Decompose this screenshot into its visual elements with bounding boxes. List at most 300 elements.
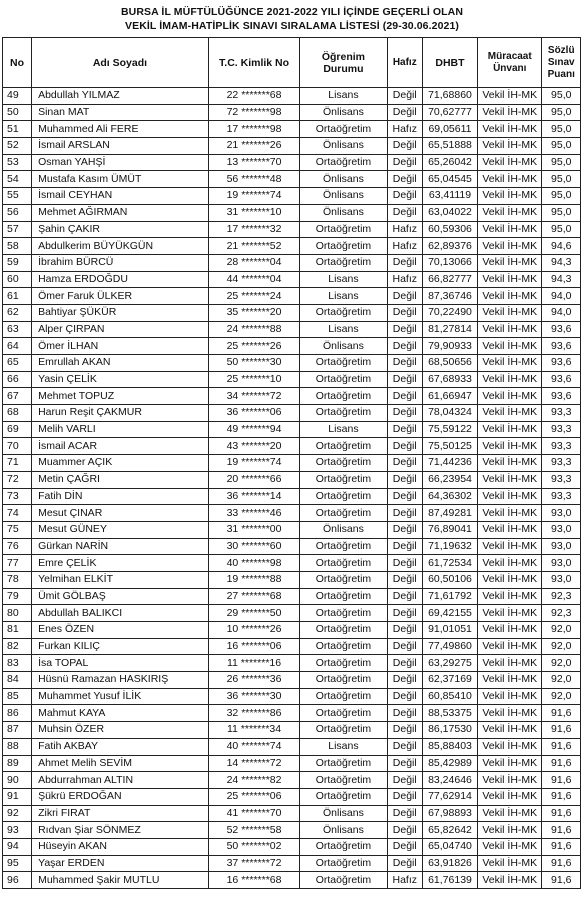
cell-no: 96 [3,872,32,889]
cell-education: Lisans [300,288,387,305]
cell-hafiz: Değil [387,838,422,855]
cell-dhbt: 81,27814 [422,321,477,338]
table-row [3,822,581,839]
cell-score: 94,3 [542,254,581,271]
cell-hafiz: Değil [387,555,422,572]
cell-application-title: Vekil İH-MK [478,254,542,271]
table-row [3,705,581,722]
header-score-line1: Sözlü [547,44,575,56]
cell-no: 75 [3,521,32,538]
cell-no: 88 [3,738,32,755]
cell-application-title: Vekil İH-MK [478,505,542,522]
cell-dhbt: 87,49281 [422,505,477,522]
table-row [3,738,581,755]
cell-no: 69 [3,421,32,438]
cell-dhbt: 67,98893 [422,805,477,822]
table-row [3,138,581,155]
cell-name: Abdullah BALIKCI [32,605,209,622]
cell-hafiz: Değil [387,104,422,121]
cell-tc-id: 24 *******82 [208,772,299,789]
cell-hafiz: Değil [387,822,422,839]
cell-no: 68 [3,405,32,422]
cell-dhbt: 75,59122 [422,421,477,438]
table-row [3,538,581,555]
cell-education: Önlisans [300,338,387,355]
cell-score: 93,0 [542,571,581,588]
cell-name: Muammer AÇIK [32,455,209,472]
cell-score: 93,6 [542,388,581,405]
table-row [3,338,581,355]
header-tc: T.C. Kimlik No [208,38,299,88]
cell-dhbt: 70,62777 [422,104,477,121]
cell-no: 64 [3,338,32,355]
table-row [3,405,581,422]
cell-name: İbrahim BÜRCÜ [32,254,209,271]
header-application-title [478,38,542,88]
cell-tc-id: 32 *******86 [208,705,299,722]
cell-name: Hüseyin AKAN [32,838,209,855]
cell-hafiz: Değil [387,421,422,438]
cell-no: 52 [3,138,32,155]
cell-tc-id: 40 *******98 [208,555,299,572]
table-row [3,805,581,822]
cell-application-title: Vekil İH-MK [478,655,542,672]
cell-name: Osman YAHŞİ [32,154,209,171]
table-row [3,622,581,639]
cell-no: 74 [3,505,32,522]
cell-name: Yasin ÇELİK [32,371,209,388]
table-body [3,88,581,889]
cell-name: Mahmut KAYA [32,705,209,722]
cell-application-title: Vekil İH-MK [478,371,542,388]
cell-name: Şükrü ERDOĞAN [32,788,209,805]
cell-hafiz: Değil [387,505,422,522]
cell-dhbt: 79,90933 [422,338,477,355]
cell-tc-id: 50 *******30 [208,355,299,372]
cell-name: Melih VARLI [32,421,209,438]
cell-education: Önlisans [300,521,387,538]
cell-dhbt: 78,04324 [422,405,477,422]
cell-application-title: Vekil İH-MK [478,88,542,105]
cell-dhbt: 61,72534 [422,555,477,572]
cell-score: 91,6 [542,738,581,755]
cell-application-title: Vekil İH-MK [478,304,542,321]
cell-dhbt: 91,01051 [422,622,477,639]
cell-dhbt: 62,89376 [422,238,477,255]
cell-score: 93,0 [542,505,581,522]
header-hafiz: Hafız [387,38,422,88]
cell-hafiz: Değil [387,655,422,672]
cell-application-title: Vekil İH-MK [478,788,542,805]
cell-hafiz: Değil [387,755,422,772]
cell-tc-id: 11 *******16 [208,655,299,672]
cell-education: Ortaöğretim [300,855,387,872]
cell-dhbt: 86,17530 [422,722,477,739]
cell-education: Ortaöğretim [300,304,387,321]
cell-application-title: Vekil İH-MK [478,738,542,755]
cell-score: 92,0 [542,638,581,655]
cell-application-title: Vekil İH-MK [478,805,542,822]
cell-hafiz: Değil [387,405,422,422]
cell-application-title: Vekil İH-MK [478,638,542,655]
table-row [3,321,581,338]
cell-dhbt: 71,68860 [422,88,477,105]
cell-no: 93 [3,822,32,839]
cell-no: 63 [3,321,32,338]
cell-tc-id: 49 *******94 [208,421,299,438]
cell-education: Ortaöğretim [300,555,387,572]
cell-score: 92,0 [542,622,581,639]
cell-tc-id: 36 *******06 [208,405,299,422]
cell-hafiz: Değil [387,521,422,538]
cell-dhbt: 61,76139 [422,872,477,889]
cell-education: Ortaöğretim [300,254,387,271]
cell-dhbt: 65,04545 [422,171,477,188]
cell-education: Ortaöğretim [300,772,387,789]
table-row [3,104,581,121]
cell-education: Önlisans [300,188,387,205]
cell-hafiz: Değil [387,188,422,205]
table-row [3,471,581,488]
cell-dhbt: 71,19632 [422,538,477,555]
cell-tc-id: 36 *******14 [208,488,299,505]
cell-application-title: Vekil İH-MK [478,138,542,155]
cell-hafiz: Değil [387,722,422,739]
cell-education: Ortaöğretim [300,538,387,555]
cell-name: Metin ÇAĞRI [32,471,209,488]
cell-no: 71 [3,455,32,472]
cell-name: Muhsin ÖZER [32,722,209,739]
cell-application-title: Vekil İH-MK [478,521,542,538]
table-row [3,221,581,238]
cell-hafiz: Hafız [387,872,422,889]
cell-no: 90 [3,772,32,789]
table-row [3,872,581,889]
cell-education: Ortaöğretim [300,722,387,739]
cell-education: Ortaöğretim [300,455,387,472]
header-score-line3: Puanı [547,68,575,80]
table-row [3,521,581,538]
cell-score: 92,0 [542,672,581,689]
cell-name: Rıdvan Şiar SÖNMEZ [32,822,209,839]
cell-name: Bahtiyar ŞÜKÜR [32,304,209,321]
cell-dhbt: 85,88403 [422,738,477,755]
cell-score: 93,6 [542,338,581,355]
cell-education: Ortaöğretim [300,371,387,388]
table-row [3,488,581,505]
cell-name: Ahmet Melih SEVİM [32,755,209,772]
cell-no: 60 [3,271,32,288]
cell-application-title: Vekil İH-MK [478,188,542,205]
cell-hafiz: Değil [387,705,422,722]
table-row [3,254,581,271]
cell-score: 95,0 [542,138,581,155]
cell-dhbt: 63,41119 [422,188,477,205]
table-row [3,638,581,655]
table-row [3,555,581,572]
cell-dhbt: 88,53375 [422,705,477,722]
cell-application-title: Vekil İH-MK [478,838,542,855]
table-row [3,438,581,455]
cell-dhbt: 70,13066 [422,254,477,271]
cell-tc-id: 25 *******26 [208,338,299,355]
cell-tc-id: 25 *******24 [208,288,299,305]
cell-tc-id: 11 *******34 [208,722,299,739]
cell-no: 58 [3,238,32,255]
cell-score: 91,6 [542,872,581,889]
cell-name: Mehmet TOPUZ [32,388,209,405]
cell-hafiz: Değil [387,805,422,822]
table-row [3,505,581,522]
cell-application-title: Vekil İH-MK [478,438,542,455]
cell-tc-id: 37 *******72 [208,855,299,872]
cell-dhbt: 65,82642 [422,822,477,839]
cell-application-title: Vekil İH-MK [478,104,542,121]
cell-education: Lisans [300,421,387,438]
cell-no: 80 [3,605,32,622]
cell-education: Önlisans [300,171,387,188]
cell-score: 92,0 [542,688,581,705]
cell-application-title: Vekil İH-MK [478,772,542,789]
cell-score: 94,0 [542,304,581,321]
cell-no: 91 [3,788,32,805]
cell-tc-id: 26 *******36 [208,672,299,689]
cell-education: Lisans [300,321,387,338]
cell-hafiz: Hafız [387,238,422,255]
cell-name: Hamza ERDOĞDU [32,271,209,288]
cell-dhbt: 63,04022 [422,204,477,221]
cell-no: 51 [3,121,32,138]
cell-no: 54 [3,171,32,188]
cell-hafiz: Değil [387,471,422,488]
cell-application-title: Vekil İH-MK [478,238,542,255]
cell-name: İsmail CEYHAN [32,188,209,205]
cell-application-title: Vekil İH-MK [478,622,542,639]
cell-education: Ortaöğretim [300,121,387,138]
cell-no: 84 [3,672,32,689]
cell-education: Ortaöğretim [300,238,387,255]
cell-tc-id: 31 *******00 [208,521,299,538]
cell-dhbt: 67,68933 [422,371,477,388]
cell-hafiz: Değil [387,154,422,171]
cell-name: Yelmihan ELKİT [32,571,209,588]
cell-no: 94 [3,838,32,855]
cell-application-title: Vekil İH-MK [478,288,542,305]
cell-hafiz: Değil [387,338,422,355]
cell-no: 78 [3,571,32,588]
cell-no: 57 [3,221,32,238]
cell-dhbt: 76,89041 [422,521,477,538]
cell-no: 70 [3,438,32,455]
cell-score: 95,0 [542,121,581,138]
cell-dhbt: 85,42989 [422,755,477,772]
cell-no: 67 [3,388,32,405]
cell-dhbt: 68,50656 [422,355,477,372]
cell-dhbt: 62,37169 [422,672,477,689]
cell-tc-id: 40 *******74 [208,738,299,755]
cell-dhbt: 65,04740 [422,838,477,855]
cell-hafiz: Değil [387,538,422,555]
cell-hafiz: Değil [387,455,422,472]
cell-dhbt: 75,50125 [422,438,477,455]
cell-education: Ortaöğretim [300,588,387,605]
cell-score: 93,3 [542,405,581,422]
cell-name: İsmail ARSLAN [32,138,209,155]
cell-score: 95,0 [542,104,581,121]
cell-score: 93,3 [542,488,581,505]
cell-no: 77 [3,555,32,572]
cell-score: 93,6 [542,321,581,338]
cell-tc-id: 41 *******70 [208,805,299,822]
cell-education: Ortaöğretim [300,638,387,655]
cell-hafiz: Değil [387,355,422,372]
cell-dhbt: 77,62914 [422,788,477,805]
cell-tc-id: 56 *******48 [208,171,299,188]
cell-tc-id: 20 *******66 [208,471,299,488]
table-row [3,772,581,789]
cell-tc-id: 25 *******10 [208,371,299,388]
cell-dhbt: 69,05611 [422,121,477,138]
cell-application-title: Vekil İH-MK [478,605,542,622]
cell-education: Önlisans [300,104,387,121]
header-no: No [3,38,32,88]
cell-tc-id: 19 *******74 [208,188,299,205]
cell-tc-id: 16 *******06 [208,638,299,655]
cell-dhbt: 65,26042 [422,154,477,171]
cell-tc-id: 13 *******70 [208,154,299,171]
table-row [3,455,581,472]
cell-dhbt: 69,42155 [422,605,477,622]
cell-hafiz: Değil [387,304,422,321]
cell-hafiz: Değil [387,388,422,405]
cell-no: 49 [3,88,32,105]
cell-score: 94,3 [542,271,581,288]
table-row [3,672,581,689]
cell-name: Mesut ÇINAR [32,505,209,522]
cell-education: Önlisans [300,138,387,155]
cell-application-title: Vekil İH-MK [478,555,542,572]
cell-application-title: Vekil İH-MK [478,822,542,839]
cell-score: 93,0 [542,538,581,555]
table-row [3,288,581,305]
cell-name: Harun Reşit ÇAKMUR [32,405,209,422]
cell-education: Ortaöğretim [300,755,387,772]
cell-no: 85 [3,688,32,705]
cell-no: 72 [3,471,32,488]
cell-application-title: Vekil İH-MK [478,471,542,488]
cell-tc-id: 34 *******72 [208,388,299,405]
cell-dhbt: 66,23954 [422,471,477,488]
cell-no: 66 [3,371,32,388]
cell-score: 91,6 [542,788,581,805]
cell-score: 95,0 [542,188,581,205]
cell-hafiz: Değil [387,171,422,188]
header-education-line1: Öğrenim [321,50,366,63]
table-row [3,421,581,438]
cell-tc-id: 19 *******88 [208,571,299,588]
cell-no: 79 [3,588,32,605]
cell-tc-id: 44 *******04 [208,271,299,288]
cell-no: 81 [3,622,32,639]
cell-application-title: Vekil İH-MK [478,672,542,689]
cell-education: Ortaöğretim [300,705,387,722]
cell-dhbt: 71,44236 [422,455,477,472]
cell-hafiz: Değil [387,672,422,689]
cell-hafiz: Değil [387,788,422,805]
cell-score: 92,3 [542,605,581,622]
cell-tc-id: 21 *******26 [208,138,299,155]
cell-application-title: Vekil İH-MK [478,221,542,238]
cell-dhbt: 63,91826 [422,855,477,872]
cell-name: İsa TOPAL [32,655,209,672]
cell-name: Fatih AKBAY [32,738,209,755]
cell-hafiz: Değil [387,254,422,271]
cell-education: Ortaöğretim [300,605,387,622]
cell-name: Hüsnü Ramazan HASKIRIŞ [32,672,209,689]
cell-score: 91,6 [542,772,581,789]
cell-hafiz: Değil [387,638,422,655]
cell-hafiz: Değil [387,88,422,105]
cell-no: 92 [3,805,32,822]
cell-score: 93,3 [542,438,581,455]
cell-tc-id: 29 *******50 [208,605,299,622]
cell-hafiz: Değil [387,738,422,755]
cell-score: 93,3 [542,421,581,438]
cell-score: 95,0 [542,154,581,171]
cell-no: 55 [3,188,32,205]
cell-education: Ortaöğretim [300,622,387,639]
table-row [3,154,581,171]
cell-name: Alper ÇIRPAN [32,321,209,338]
cell-no: 89 [3,755,32,772]
cell-no: 56 [3,204,32,221]
cell-education: Ortaöğretim [300,788,387,805]
cell-no: 50 [3,104,32,121]
cell-application-title: Vekil İH-MK [478,121,542,138]
cell-hafiz: Değil [387,588,422,605]
cell-application-title: Vekil İH-MK [478,355,542,372]
cell-no: 65 [3,355,32,372]
cell-hafiz: Hafız [387,271,422,288]
cell-tc-id: 52 *******58 [208,822,299,839]
cell-hafiz: Değil [387,204,422,221]
cell-tc-id: 72 *******98 [208,104,299,121]
cell-tc-id: 33 *******46 [208,505,299,522]
cell-application-title: Vekil İH-MK [478,455,542,472]
cell-name: Sinan MAT [32,104,209,121]
cell-score: 95,0 [542,171,581,188]
cell-score: 93,6 [542,371,581,388]
cell-tc-id: 50 *******02 [208,838,299,855]
table-row [3,304,581,321]
cell-dhbt: 83,24646 [422,772,477,789]
cell-tc-id: 30 *******60 [208,538,299,555]
cell-name: Mehmet AĞIRMAN [32,204,209,221]
cell-tc-id: 10 *******26 [208,622,299,639]
cell-hafiz: Değil [387,138,422,155]
cell-score: 95,0 [542,88,581,105]
cell-education: Lisans [300,271,387,288]
cell-score: 91,6 [542,838,581,855]
cell-name: Zikri FIRAT [32,805,209,822]
cell-hafiz: Değil [387,438,422,455]
cell-score: 91,6 [542,755,581,772]
cell-application-title: Vekil İH-MK [478,204,542,221]
table-row [3,355,581,372]
cell-hafiz: Değil [387,288,422,305]
cell-application-title: Vekil İH-MK [478,588,542,605]
cell-score: 94,0 [542,288,581,305]
